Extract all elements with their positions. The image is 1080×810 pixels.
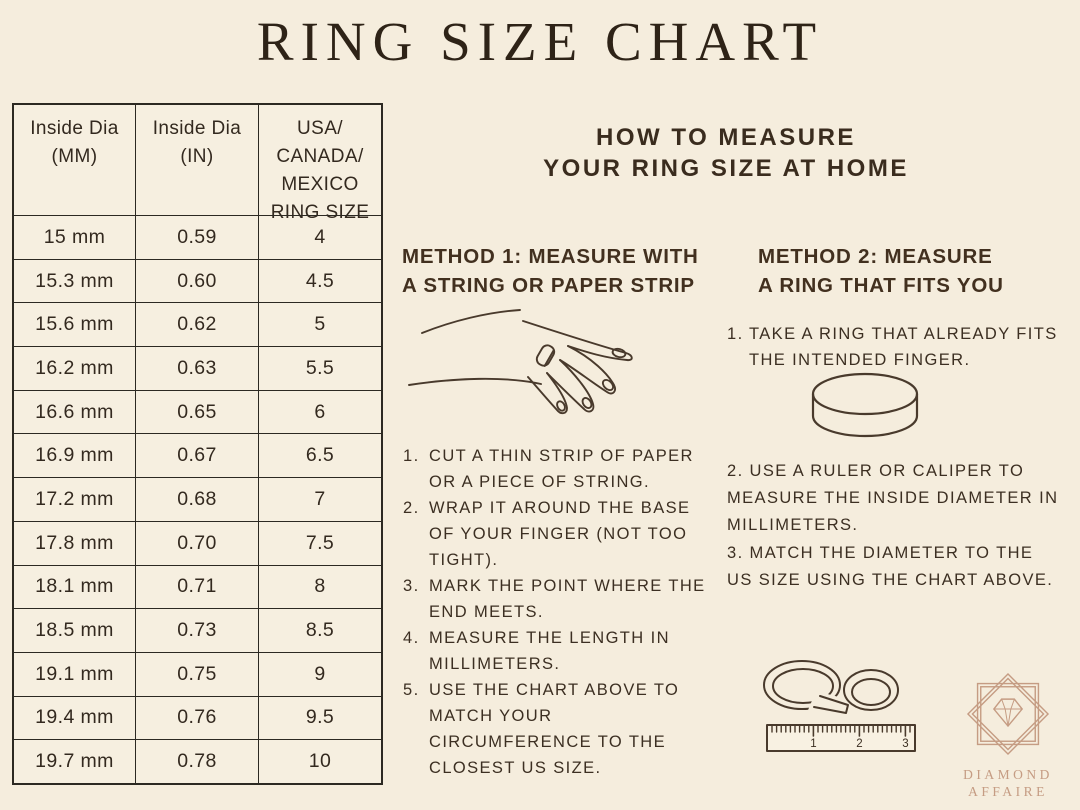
method1-steps <box>403 443 711 781</box>
step-number: 3. <box>403 577 420 595</box>
step-text: MARK THE POINT WHERE THE END MEETS. <box>429 577 706 621</box>
cell-mm: 16.6 mm <box>14 390 136 434</box>
cell-in: 0.71 <box>136 565 259 609</box>
method1-step <box>403 677 711 781</box>
cell-in: 0.68 <box>136 477 259 521</box>
cell-us: 6.5 <box>259 433 381 477</box>
cell-mm: 17.2 mm <box>14 477 136 521</box>
step-number: 1. <box>727 325 744 343</box>
method2-title <box>758 242 1078 300</box>
method1-title <box>402 242 722 300</box>
cell-in: 0.78 <box>136 739 259 783</box>
header-line: Inside Dia <box>30 118 119 139</box>
cell-mm: 16.2 mm <box>14 346 136 390</box>
cell-us: 8.5 <box>259 608 381 652</box>
method2-step2: 2. USE A RULER OR CALIPER TO MEASURE THE INSIDE DIAMETER IN MILLIMETERS. <box>727 462 1059 534</box>
method2-step1 <box>727 321 1059 373</box>
cell-mm: 17.8 mm <box>14 521 136 565</box>
cell-in: 0.63 <box>136 346 259 390</box>
step-text: MEASURE THE LENGTH IN MILLIMETERS. <box>429 629 670 673</box>
header-line: (IN) <box>180 146 214 167</box>
cell-us: 10 <box>259 739 381 783</box>
brand-name <box>952 766 1064 800</box>
method1-title-line1: METHOD 1: MEASURE WITH <box>402 245 699 268</box>
method1-step <box>403 495 711 573</box>
how-to-heading-line2: YOUR RING SIZE AT HOME <box>543 155 909 182</box>
header-line: RING SIZE <box>270 202 370 223</box>
header-line: MEXICO <box>281 174 359 195</box>
step-number: 5. <box>403 681 420 699</box>
header-line: (MM) <box>51 146 98 167</box>
cell-us: 7.5 <box>259 521 381 565</box>
hand-with-ring-illustration <box>400 297 652 443</box>
method1-step <box>403 443 711 495</box>
column-header-us-ring-size <box>259 105 381 223</box>
cell-in: 0.60 <box>136 259 259 303</box>
how-to-heading-line1: HOW TO MEASURE <box>596 124 856 151</box>
cell-us: 7 <box>259 477 381 521</box>
cell-in: 0.73 <box>136 608 259 652</box>
how-to-heading <box>420 122 1032 184</box>
method2-title-line1: METHOD 2: MEASURE <box>758 245 993 268</box>
header-line: Inside Dia <box>152 118 242 139</box>
brand-name-line1: DIAMOND <box>963 767 1053 782</box>
column-header-inside-dia-in <box>136 105 259 215</box>
step-text: TAKE A RING THAT ALREADY FITS THE INTENDED FINGER. <box>749 325 1058 369</box>
method2-step <box>727 321 1059 373</box>
header-line: USA/ <box>297 118 343 139</box>
ring-size-table <box>12 103 383 785</box>
paper-strip-ruler-icon <box>748 645 924 767</box>
cell-in: 0.65 <box>136 390 259 434</box>
step-text: CUT A THIN STRIP OF PAPER OR A PIECE OF STRING. <box>429 447 694 491</box>
cell-in: 0.70 <box>136 521 259 565</box>
method1-step <box>403 573 711 625</box>
cell-us: 9 <box>259 652 381 696</box>
brand-logo <box>952 668 1064 800</box>
step-text: WRAP IT AROUND THE BASE OF YOUR FINGER (NOT TOO TIGHT). <box>429 499 691 569</box>
cell-in: 0.67 <box>136 433 259 477</box>
column-header-inside-dia-mm <box>14 105 136 215</box>
cell-mm: 19.7 mm <box>14 739 136 783</box>
ring-band-illustration <box>803 367 927 445</box>
cell-us: 5.5 <box>259 346 381 390</box>
cell-in: 0.62 <box>136 302 259 346</box>
cell-in: 0.75 <box>136 652 259 696</box>
cell-mm: 18.5 mm <box>14 608 136 652</box>
step-text: USE THE CHART ABOVE TO MATCH YOUR CIRCUMFERENCE TO THE CLOSEST US SIZE. <box>429 681 680 777</box>
hand-line-art-icon <box>400 297 652 443</box>
ruler-label-1: 1 <box>810 738 817 750</box>
cell-mm: 16.9 mm <box>14 433 136 477</box>
method1-step <box>403 625 711 677</box>
cell-mm: 19.1 mm <box>14 652 136 696</box>
diamond-emblem-icon <box>962 668 1054 760</box>
cell-mm: 15.6 mm <box>14 302 136 346</box>
method2-title-line2: A RING THAT FITS YOU <box>758 274 1004 297</box>
ruler-label-3: 3 <box>902 738 909 750</box>
cell-us: 8 <box>259 565 381 609</box>
page-title: RING SIZE CHART <box>256 11 824 72</box>
cell-us: 5 <box>259 302 381 346</box>
cell-us: 4 <box>259 215 381 259</box>
ring-band-icon <box>803 367 927 445</box>
cell-mm: 15 mm <box>14 215 136 259</box>
method2-step3: 3. MATCH THE DIAMETER TO THE US SIZE USING THE CHART ABOVE. <box>727 544 1054 589</box>
step-number: 4. <box>403 629 420 647</box>
cell-mm: 19.4 mm <box>14 696 136 740</box>
method1-title-line2: A STRING OR PAPER STRIP <box>402 274 695 297</box>
brand-name-line2: AFFAIRE <box>968 784 1048 799</box>
cell-mm: 15.3 mm <box>14 259 136 303</box>
step-number: 1. <box>403 447 420 465</box>
cell-mm: 18.1 mm <box>14 565 136 609</box>
strip-and-ruler-illustration <box>748 645 924 767</box>
cell-us: 6 <box>259 390 381 434</box>
cell-us: 4.5 <box>259 259 381 303</box>
ruler-label-2: 2 <box>856 738 863 750</box>
step-number: 2. <box>403 499 420 517</box>
cell-us: 9.5 <box>259 696 381 740</box>
cell-in: 0.59 <box>136 215 259 259</box>
header-line: CANADA/ <box>276 146 364 167</box>
cell-in: 0.76 <box>136 696 259 740</box>
